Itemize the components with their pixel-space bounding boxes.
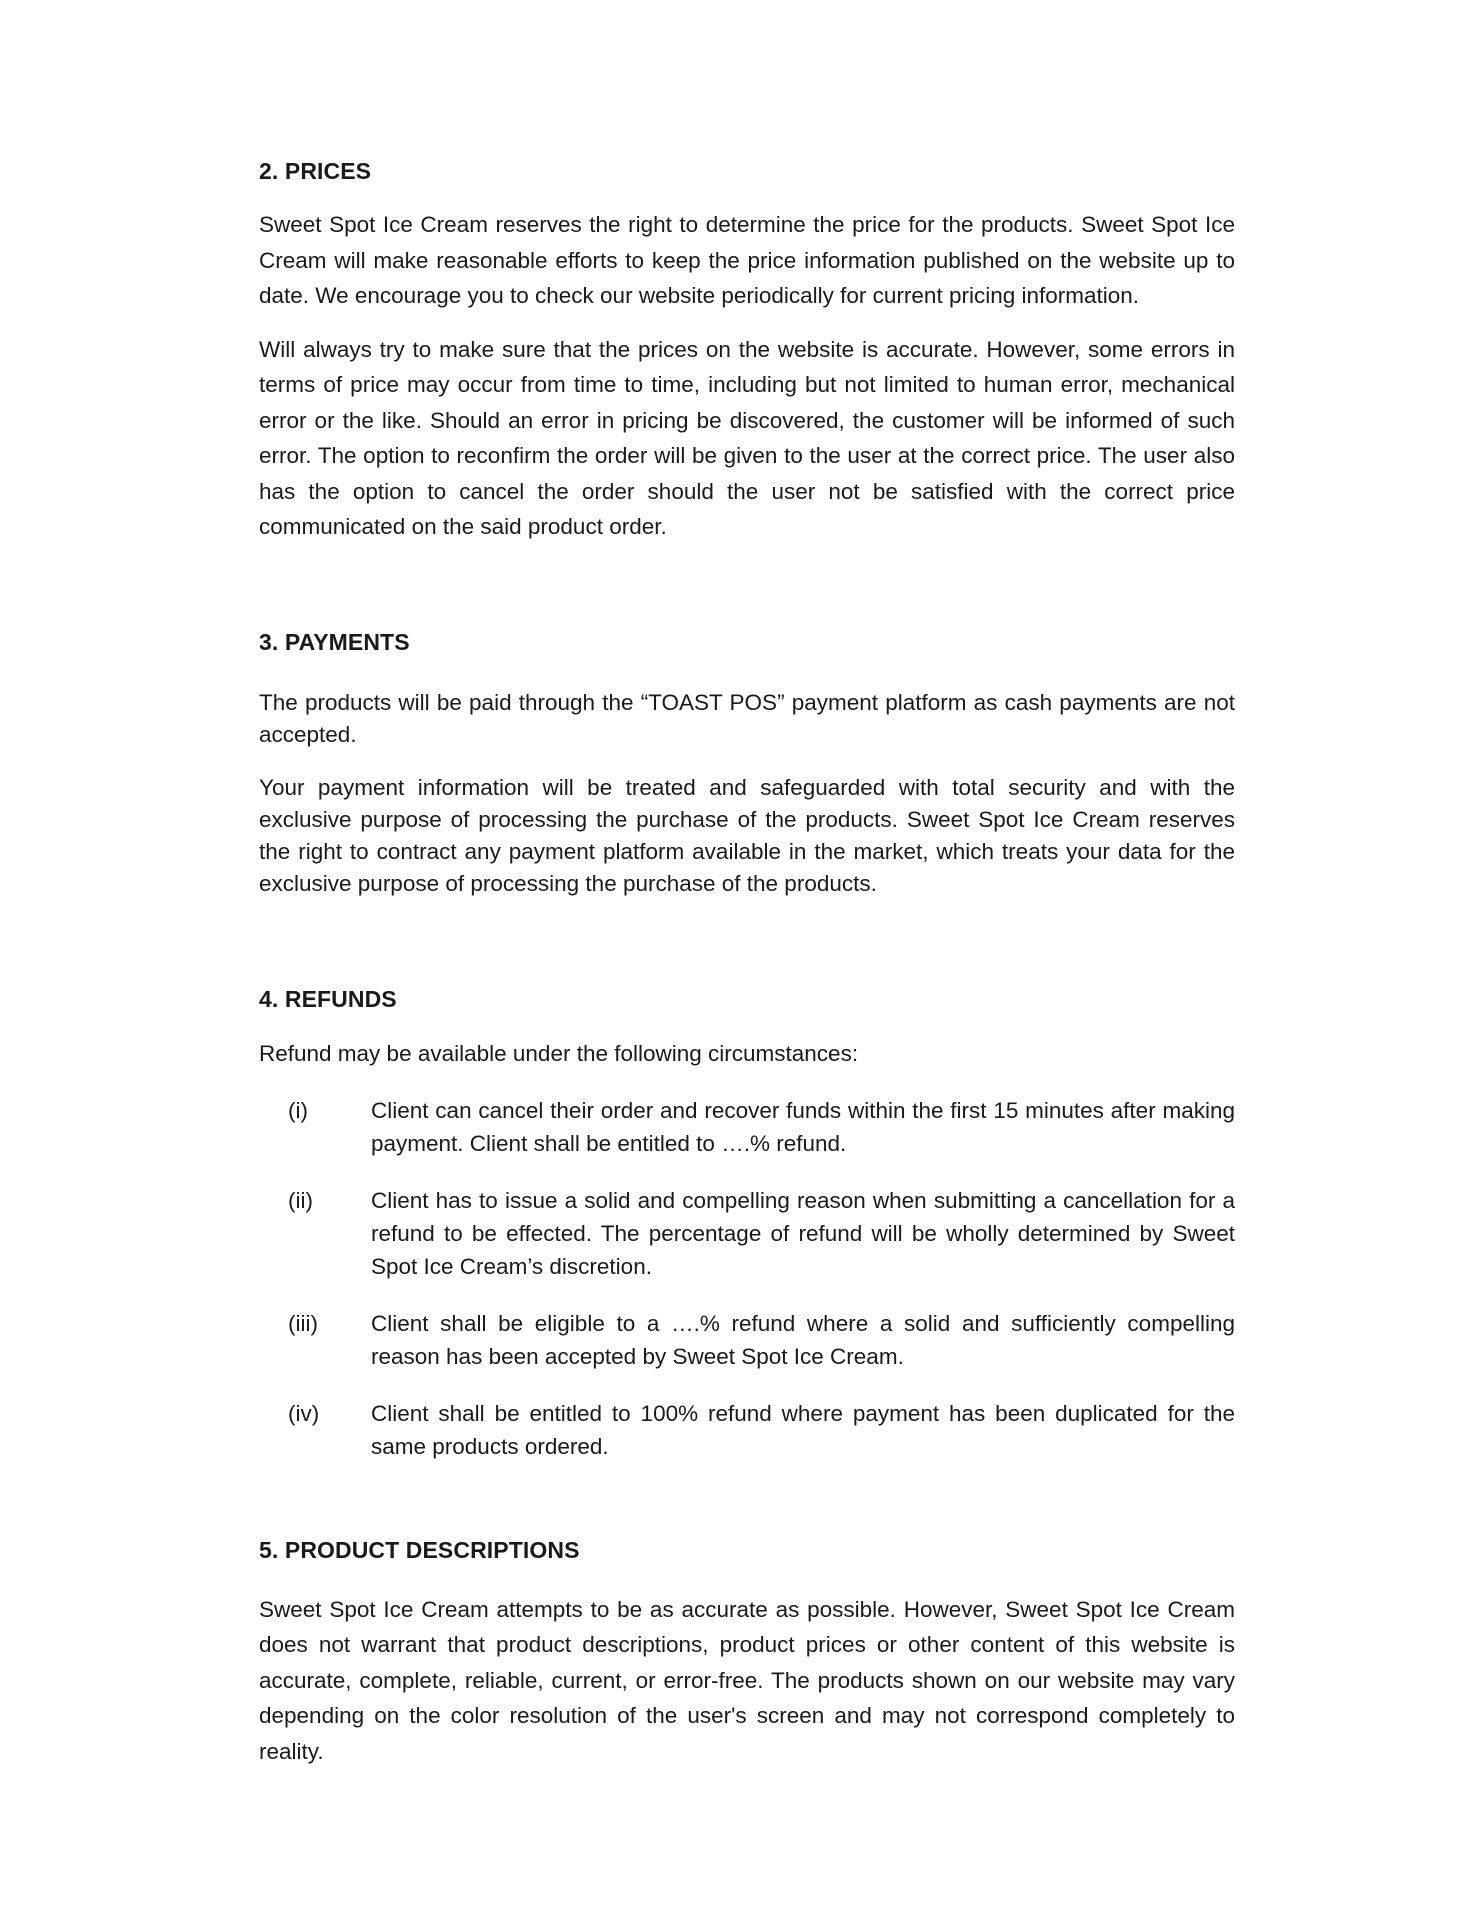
list-item: [259, 1094, 1235, 1160]
section-heading-refunds: 4. REFUNDS: [259, 985, 397, 1012]
section-product-descriptions: [259, 1535, 1235, 1770]
list-item-number: (iii): [288, 1310, 318, 1336]
list-item-text: Client has to issue a solid and compelling reason when submitting a cancellation for a refund to be effected. The percentage of refund will be wholly determined by Sweet Spot Ice Cream’s discretion.: [371, 1187, 1235, 1279]
list-item-number: (iv): [288, 1400, 320, 1426]
section-payments: [259, 627, 1235, 900]
section-heading-payments: 3. PAYMENTS: [259, 628, 410, 655]
list-item-number: (ii): [288, 1187, 313, 1213]
document-content: [259, 156, 1235, 1769]
payments-paragraph-2: Your payment information will be treated and safeguarded with total security and with the exclusive purpose of processing the purchase of the products. Sweet Spot Ice Cream reserves the right to contract any payment platform available in the market, which treats your data for the exclusive purpose of processing the purchase of the products.: [259, 774, 1235, 896]
refund-conditions-list: [259, 1094, 1235, 1463]
list-item: [259, 1184, 1235, 1283]
list-item-text: Client shall be entitled to 100% refund where payment has been duplicated for the same products ordered.: [371, 1400, 1235, 1459]
prices-paragraph-1: Sweet Spot Ice Cream reserves the right to determine the price for the products. Sweet Spot Ice Cream will make reasonable efforts to keep the price information published on the website up to date. We encourage you to check our website periodically for current pricing information.: [259, 212, 1235, 308]
list-item: [259, 1307, 1235, 1373]
list-item-text: Client can cancel their order and recover funds within the first 15 minutes after making payment. Client shall be entitled to ….% refund.: [371, 1097, 1235, 1156]
list-item-text: Client shall be eligible to a ….% refund where a solid and sufficiently compelling reason has been accepted by Sweet Spot Ice Cream.: [371, 1310, 1235, 1369]
product-descriptions-paragraph-1: Sweet Spot Ice Cream attempts to be as accurate as possible. However, Sweet Spot Ice Cream does not warrant that product descriptions, product prices or other content of this website is accurate, complete, reliable, current, or error-free. The products shown on our website may vary depending on the color resolution of the user's screen and may not correspond completely to reality.: [259, 1596, 1235, 1764]
section-heading-prices: 2. PRICES: [259, 158, 372, 184]
list-item: [259, 1397, 1235, 1463]
refunds-intro: Refund may be available under the following circumstances:: [259, 1040, 859, 1066]
prices-paragraph-2: Will always try to make sure that the prices on the website is accurate. However, some errors in terms of price may occur from time to time, including but not limited to human error, mechanical error or the like. Should an error in pricing be discovered, the customer will be informed of such error. The option to reconfirm the order will be given to the user at the correct price. The user also has the option to cancel the order should the user not be satisfied with the correct price communicated on the said product order.: [259, 336, 1235, 539]
list-item-number: (i): [288, 1097, 308, 1123]
section-heading-product-descriptions: 5. PRODUCT DESCRIPTIONS: [259, 1536, 580, 1563]
payments-paragraph-1: The products will be paid through the “TOAST POS” payment platform as cash payments are not accepted.: [259, 689, 1235, 747]
section-prices: [259, 156, 1235, 545]
section-refunds: [259, 984, 1235, 1463]
